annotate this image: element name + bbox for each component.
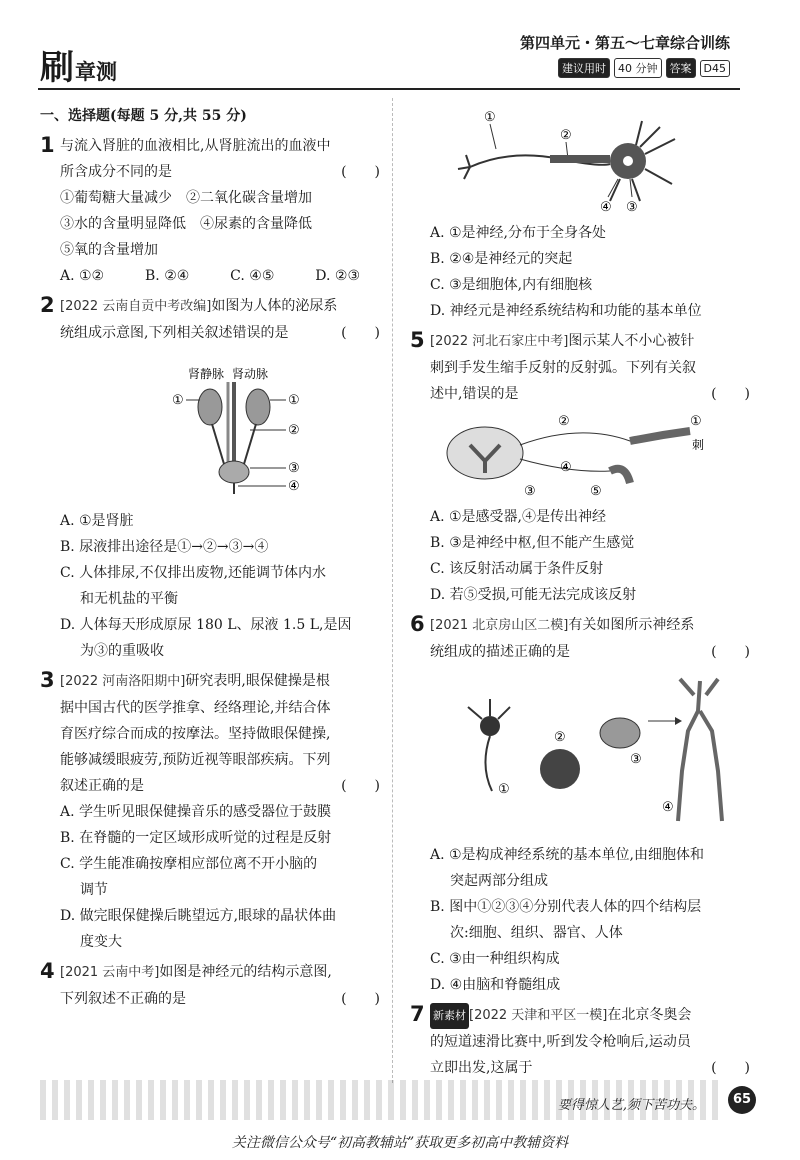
urinary-system-figure: [60, 352, 380, 502]
question-stem: 述中,错误的是: [430, 386, 519, 402]
question-number: 7: [410, 1002, 425, 1026]
question-stem: 据中国古代的医学推拿、经络理论,并结合体: [60, 700, 331, 716]
fig-callout-1: ①: [172, 393, 184, 408]
option-c: C. ④⑤: [230, 268, 275, 284]
question-number: 1: [40, 133, 55, 157]
option-d: D. 人体每天形成原尿 180 L、尿液 1.5 L,是因: [60, 617, 352, 633]
footer-slogan: 要得惊人艺,须下苦功夫。: [557, 1098, 705, 1113]
question-number: 4: [40, 959, 55, 983]
question-stem: 所含成分不同的是 ( ): [60, 159, 380, 185]
question-1: [40, 133, 380, 185]
column-divider: [392, 98, 393, 1083]
new-material-badge: 新素材: [430, 1003, 469, 1029]
fig-callout-4: ④: [600, 200, 612, 214]
option-c-cont: 和无机盐的平衡: [80, 591, 178, 607]
option-d: D. ④由脑和脊髓组成: [430, 977, 561, 993]
question-source: [2021 云南中考]: [60, 965, 160, 980]
question-number: 3: [40, 668, 55, 692]
footer-note: 关注微信公众号“初高教辅站”获取更多初高中教辅资料: [231, 1135, 569, 1151]
question-5: [410, 328, 750, 407]
question-stem: 的短道速滑比赛中,听到发令枪响后,运动员: [430, 1034, 691, 1050]
fig-callout-5: ⑤: [590, 484, 602, 498]
answer-code: D45: [700, 60, 730, 77]
fig-callout-2: ②: [560, 128, 572, 143]
answer-blank: ( ): [341, 164, 380, 180]
answer-label: 答案: [666, 58, 696, 78]
question-number: 6: [410, 612, 425, 636]
left-column: [40, 103, 380, 1012]
option-c: C. 人体排尿,不仅排出废物,还能调节体内水: [60, 565, 327, 581]
section-title: 一、选择题(每题 5 分,共 55 分): [40, 108, 247, 124]
option-b: B. 尿液排出途径是①→②→③→④: [60, 539, 269, 555]
logo-main: 刷: [40, 48, 75, 88]
option-a: A. ①是感受器,④是传出神经: [430, 509, 607, 525]
option-a: A. ①②: [60, 268, 105, 284]
fig-callout-1: ①: [484, 110, 496, 125]
question-number: 5: [410, 328, 425, 352]
neuron-illustration: [450, 109, 710, 214]
question-7: [410, 1002, 750, 1081]
option-a: A. ①是构成神经系统的基本单位,由细胞体和: [430, 847, 705, 863]
option-c: C. ③是细胞体,内有细胞核: [430, 277, 593, 293]
question-stem: 能够减缓眼疲劳,预防近视等眼部疾病。下列: [60, 752, 331, 768]
option-b: B. 图中①②③④分别代表人体的四个结构层: [430, 899, 702, 915]
question-source: [2022 云南自贡中考改编]: [60, 299, 212, 314]
option-d-cont: 为③的重吸收: [80, 643, 164, 659]
answer-blank: ( ): [341, 991, 380, 1007]
question-stem: 统组成示意图,下列相关叙述错误的是: [60, 325, 289, 341]
urinary-system-illustration: [60, 352, 380, 502]
fig-label-vein: 肾静脉: [188, 367, 225, 381]
question-stem: 刺到手发生缩手反射的反射弧。下列有关叙: [430, 360, 696, 376]
question-stem: 如图为人体的泌尿系: [211, 298, 338, 314]
neuron-figure: [450, 109, 750, 214]
option-c: C. 该反射活动属于条件反射: [430, 561, 604, 577]
fig-callout-2: ②: [558, 414, 570, 429]
fig-callout-3: ③: [288, 461, 300, 476]
header-meta: [558, 58, 730, 78]
question-stem: 统组成的描述正确的是: [430, 644, 570, 660]
question-6: [410, 612, 750, 665]
logo-sub: 章测: [75, 60, 117, 84]
question-stem: 育医疗综合而成的按摩法。坚持做眼保健操,: [60, 726, 331, 742]
fig-callout-3: ③: [630, 752, 642, 767]
reflex-arc-illustration: [440, 413, 720, 498]
question-source: [2022 河北石家庄中考]: [430, 334, 569, 349]
page-number: 65: [728, 1086, 756, 1114]
fig-callout-2: ②: [288, 423, 300, 438]
fig-callout-1: ①: [498, 782, 510, 797]
question-source: [2021 北京房山区二模]: [430, 618, 569, 633]
fig-label-artery: 肾动脉: [232, 367, 269, 381]
fig-callout-2: ②: [554, 730, 566, 745]
option-c-cont: 调节: [80, 882, 108, 898]
nervous-system-figure: [450, 671, 750, 836]
question-stem: 在北京冬奥会: [607, 1007, 692, 1023]
section-logo: [40, 40, 117, 89]
question-2: [40, 293, 380, 346]
question-stem: 立即出发,这属于: [430, 1060, 533, 1076]
answer-blank: ( ): [341, 778, 380, 794]
question-number: 2: [40, 293, 55, 317]
fig-callout-3: ③: [626, 200, 638, 214]
option-a-cont: 突起两部分组成: [450, 873, 548, 889]
nervous-system-illustration: [450, 671, 730, 836]
right-column: [410, 103, 750, 1081]
option-b: B. 在脊髓的一定区域形成听觉的过程是反射: [60, 830, 332, 846]
answer-blank: ( ): [711, 386, 750, 402]
answer-blank: ( ): [711, 644, 750, 660]
question-4: [40, 959, 380, 1012]
option-b-cont: 次:细胞、组织、器官、人体: [450, 925, 623, 941]
list-item: ①葡萄糖大量减少 ②二氧化碳含量增加: [60, 190, 312, 206]
option-d: D. ②③: [315, 268, 360, 284]
question-stem: 如图是神经元的结构示意图,: [159, 964, 332, 980]
header-rule: [38, 88, 740, 90]
option-d: D. 神经元是神经系统结构和功能的基本单位: [430, 303, 702, 319]
question-source: [2022 天津和平区一模]: [469, 1008, 608, 1023]
fig-callout-4: ④: [662, 800, 674, 815]
question-stem: 研究表明,眼保健操是根: [185, 673, 330, 689]
time-label: 建议用时: [558, 58, 610, 78]
option-a: A. 学生听见眼保健操音乐的感受器位于鼓膜: [60, 804, 332, 820]
fig-callout-1: ①: [690, 414, 702, 429]
question-stem: 图示某人不小心被针: [568, 333, 695, 349]
list-item: ③水的含量明显降低 ④尿素的含量降低: [60, 216, 312, 232]
option-b: B. ②④: [145, 268, 190, 284]
fig-label-prick: 刺: [692, 438, 705, 452]
reflex-arc-figure: [440, 413, 750, 498]
fig-callout-4: ④: [560, 460, 572, 475]
question-stem: 与流入肾脏的血液相比,从肾脏流出的血液中: [60, 138, 331, 154]
option-c: C. 学生能准确按摩相应部位离不开小脑的: [60, 856, 318, 872]
question-stem: 有关如图所示神经系: [568, 617, 695, 633]
fig-callout-4: ④: [288, 479, 300, 494]
fig-callout-3: ③: [524, 484, 536, 498]
option-b: B. ③是神经中枢,但不能产生感觉: [430, 535, 635, 551]
time-value: 40 分钟: [614, 58, 662, 78]
option-d-cont: 度变大: [80, 934, 122, 950]
answer-blank: ( ): [711, 1060, 750, 1076]
question-3: [40, 668, 380, 799]
option-a: A. ①是肾脏: [60, 513, 134, 529]
option-row: [40, 263, 360, 289]
fig-callout-1b: ①: [288, 393, 300, 408]
option-b: B. ②④是神经元的突起: [430, 251, 573, 267]
list-item: ⑤氧的含量增加: [60, 242, 158, 258]
option-d: D. 若⑤受损,可能无法完成该反射: [430, 587, 637, 603]
option-a: A. ①是神经,分布于全身各处: [430, 225, 607, 241]
question-stem: 叙述正确的是: [60, 778, 144, 794]
page-title: 第四单元・第五～七章综合训练: [519, 34, 730, 52]
option-c: C. ③由一种组织构成: [430, 951, 560, 967]
question-stem: 下列叙述不正确的是: [60, 991, 186, 1007]
answer-blank: ( ): [341, 325, 380, 341]
option-d: D. 做完眼保健操后眺望远方,眼球的晶状体曲: [60, 908, 337, 924]
question-source: [2022 河南洛阳期中]: [60, 674, 186, 689]
